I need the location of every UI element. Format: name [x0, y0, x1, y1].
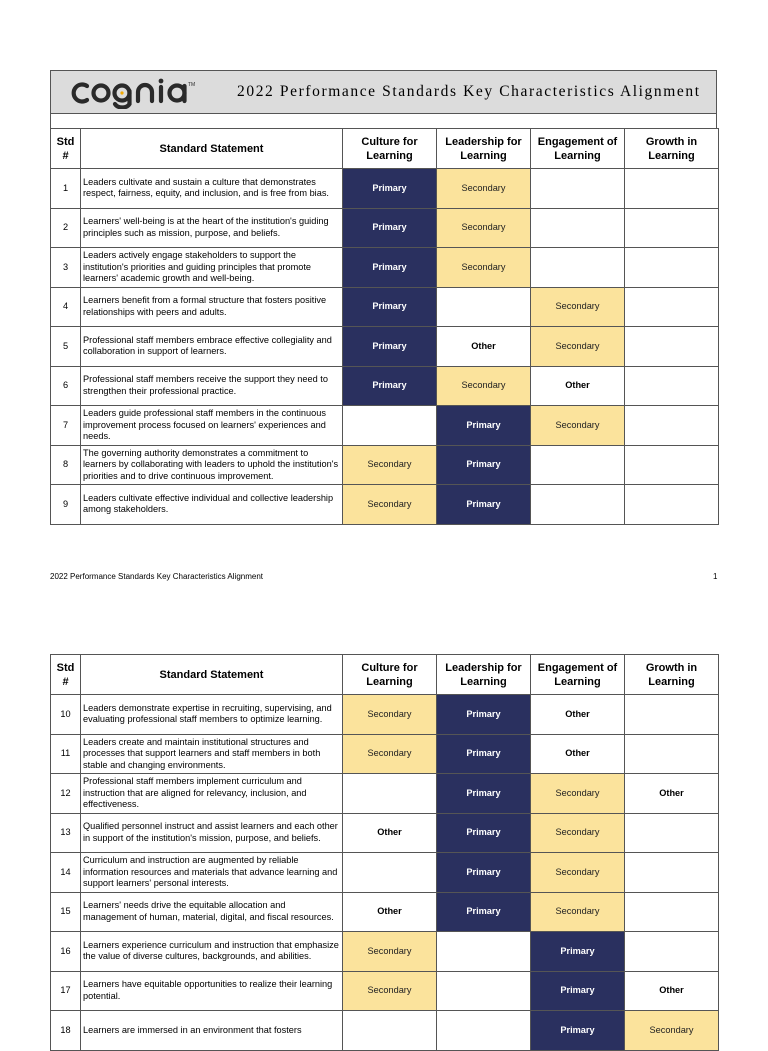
std-number: 3	[51, 248, 81, 288]
culture-cell	[343, 406, 437, 446]
engagement-cell: Other	[531, 695, 625, 735]
culture-cell: Secondary	[343, 734, 437, 774]
footer-title: 2022 Performance Standards Key Characteristics Alignment	[50, 572, 263, 581]
col-engagement: Engagement of Learning	[531, 129, 625, 169]
col-std-num: Std #	[51, 655, 81, 695]
culture-cell: Primary	[343, 366, 437, 406]
leadership-cell: Secondary	[437, 366, 531, 406]
table-row	[51, 485, 719, 525]
growth-cell	[625, 892, 719, 932]
col-growth: Growth in Learning	[625, 129, 719, 169]
standard-statement: Learners benefit from a formal structure that fosters positive relationships with peers and adults.	[81, 287, 343, 327]
engagement-cell: Other	[531, 366, 625, 406]
engagement-cell: Secondary	[531, 327, 625, 367]
col-growth: Growth in Learning	[625, 655, 719, 695]
growth-cell	[625, 485, 719, 525]
standard-statement: Professional staff members implement curriculum and instruction that are aligned for relevancy, inclusion, and effectiveness.	[81, 774, 343, 814]
engagement-cell: Secondary	[531, 813, 625, 853]
culture-cell: Primary	[343, 248, 437, 288]
standard-statement: Learners are immersed in an environment that fosters	[81, 1011, 343, 1051]
leadership-cell	[437, 1011, 531, 1051]
col-leadership: Leadership for Learning	[437, 655, 531, 695]
standard-statement: The governing authority demonstrates a commitment to learners by collaborating with leaders to uphold the institution's priorities and to drive continuous improvement.	[81, 445, 343, 485]
col-standard-statement: Standard Statement	[81, 129, 343, 169]
standard-statement: Curriculum and instruction are augmented by reliable information resources and materials that advance learning and support learners' personal interests.	[81, 853, 343, 893]
table-row	[51, 774, 719, 814]
col-std-num: Std #	[51, 129, 81, 169]
growth-cell	[625, 932, 719, 972]
engagement-cell	[531, 208, 625, 248]
table-row	[51, 445, 719, 485]
standard-statement: Professional staff members receive the support they need to strengthen their professional practice.	[81, 366, 343, 406]
std-number: 17	[51, 971, 81, 1011]
engagement-cell	[531, 248, 625, 288]
document-title: 2022 Performance Standards Key Characteristics Alignment	[237, 83, 701, 100]
standard-statement: Learners' needs drive the equitable allocation and management of human, material, digital, and fiscal resources.	[81, 892, 343, 932]
engagement-cell: Secondary	[531, 853, 625, 893]
leadership-cell: Primary	[437, 485, 531, 525]
culture-cell: Primary	[343, 208, 437, 248]
leadership-cell: Primary	[437, 406, 531, 446]
growth-cell	[625, 169, 719, 209]
growth-cell: Secondary	[625, 1011, 719, 1051]
table-header-row	[51, 655, 719, 695]
culture-cell	[343, 774, 437, 814]
document-header	[50, 70, 717, 114]
svg-text:TM: TM	[188, 82, 196, 88]
culture-cell: Secondary	[343, 485, 437, 525]
standard-statement: Leaders cultivate effective individual and collective leadership among stakeholders.	[81, 485, 343, 525]
standard-statement: Learners experience curriculum and instruction that emphasize the value of diverse cultures, backgrounds, and abilities.	[81, 932, 343, 972]
standard-statement: Learners have equitable opportunities to realize their learning potential.	[81, 971, 343, 1011]
table-row	[51, 169, 719, 209]
table-row	[51, 813, 719, 853]
leadership-cell: Secondary	[437, 248, 531, 288]
std-number: 4	[51, 287, 81, 327]
leadership-cell: Primary	[437, 774, 531, 814]
culture-cell: Primary	[343, 327, 437, 367]
table-row	[51, 932, 719, 972]
std-number: 18	[51, 1011, 81, 1051]
culture-cell: Primary	[343, 287, 437, 327]
growth-cell	[625, 287, 719, 327]
std-number: 14	[51, 853, 81, 893]
leadership-cell: Primary	[437, 853, 531, 893]
engagement-cell: Primary	[531, 1011, 625, 1051]
table-row	[51, 695, 719, 735]
leadership-cell: Primary	[437, 892, 531, 932]
leadership-cell: Secondary	[437, 169, 531, 209]
std-number: 11	[51, 734, 81, 774]
engagement-cell: Primary	[531, 932, 625, 972]
engagement-cell: Secondary	[531, 892, 625, 932]
growth-cell	[625, 734, 719, 774]
col-standard-statement: Standard Statement	[81, 655, 343, 695]
standard-statement: Leaders guide professional staff members in the continuous improvement process focused on learners' experiences and needs.	[81, 406, 343, 446]
table-row	[51, 1011, 719, 1051]
table-row	[51, 208, 719, 248]
col-engagement: Engagement of Learning	[531, 655, 625, 695]
table-row	[51, 853, 719, 893]
table-row	[51, 366, 719, 406]
engagement-cell: Secondary	[531, 406, 625, 446]
col-culture: Culture for Learning	[343, 129, 437, 169]
standard-statement: Professional staff members embrace effective collegiality and collaboration in support of learners.	[81, 327, 343, 367]
engagement-cell: Secondary	[531, 774, 625, 814]
spacer-row	[50, 114, 717, 128]
std-number: 16	[51, 932, 81, 972]
page-number: 1	[713, 572, 718, 581]
leadership-cell: Other	[437, 327, 531, 367]
standard-statement: Leaders actively engage stakeholders to support the institution's priorities and guiding principles that promote learners' academic growth and well-being.	[81, 248, 343, 288]
table-row	[51, 734, 719, 774]
leadership-cell: Secondary	[437, 208, 531, 248]
engagement-cell	[531, 169, 625, 209]
std-number: 5	[51, 327, 81, 367]
growth-cell	[625, 327, 719, 367]
standard-statement: Leaders cultivate and sustain a culture that demonstrates respect, fairness, equity, and inclusion, and is free from bias.	[81, 169, 343, 209]
standards-table-page-1	[50, 128, 719, 525]
engagement-cell: Secondary	[531, 287, 625, 327]
leadership-cell: Primary	[437, 445, 531, 485]
leadership-cell	[437, 287, 531, 327]
culture-cell: Secondary	[343, 932, 437, 972]
table-row	[51, 406, 719, 446]
leadership-cell	[437, 971, 531, 1011]
std-number: 7	[51, 406, 81, 446]
std-number: 12	[51, 774, 81, 814]
leadership-cell: Primary	[437, 695, 531, 735]
culture-cell: Secondary	[343, 695, 437, 735]
culture-cell	[343, 1011, 437, 1051]
std-number: 2	[51, 208, 81, 248]
table-row	[51, 248, 719, 288]
growth-cell	[625, 445, 719, 485]
std-number: 8	[51, 445, 81, 485]
culture-cell: Other	[343, 813, 437, 853]
growth-cell	[625, 695, 719, 735]
leadership-cell: Primary	[437, 734, 531, 774]
std-number: 6	[51, 366, 81, 406]
growth-cell	[625, 853, 719, 893]
growth-cell	[625, 406, 719, 446]
growth-cell	[625, 248, 719, 288]
standard-statement: Leaders demonstrate expertise in recruiting, supervising, and evaluating professional staff members to optimize learning.	[81, 695, 343, 735]
engagement-cell	[531, 485, 625, 525]
std-number: 13	[51, 813, 81, 853]
culture-cell: Other	[343, 892, 437, 932]
table-header-row	[51, 129, 719, 169]
table-row	[51, 892, 719, 932]
standards-table-page-2	[50, 654, 719, 1051]
leadership-cell: Primary	[437, 813, 531, 853]
engagement-cell: Primary	[531, 971, 625, 1011]
growth-cell	[625, 813, 719, 853]
std-number: 15	[51, 892, 81, 932]
col-culture: Culture for Learning	[343, 655, 437, 695]
engagement-cell	[531, 445, 625, 485]
culture-cell: Secondary	[343, 445, 437, 485]
growth-cell: Other	[625, 971, 719, 1011]
growth-cell	[625, 208, 719, 248]
culture-cell: Secondary	[343, 971, 437, 1011]
culture-cell	[343, 853, 437, 893]
standard-statement: Leaders create and maintain institutional structures and processes that support learners and staff members in both stable and changing environments.	[81, 734, 343, 774]
table-row	[51, 971, 719, 1011]
std-number: 9	[51, 485, 81, 525]
cognia-logo	[71, 77, 206, 109]
culture-cell: Primary	[343, 169, 437, 209]
standard-statement: Learners' well-being is at the heart of the institution's guiding principles such as mission, purpose, and beliefs.	[81, 208, 343, 248]
growth-cell	[625, 366, 719, 406]
col-leadership: Leadership for Learning	[437, 129, 531, 169]
leadership-cell	[437, 932, 531, 972]
std-number: 1	[51, 169, 81, 209]
growth-cell: Other	[625, 774, 719, 814]
table-row	[51, 287, 719, 327]
engagement-cell: Other	[531, 734, 625, 774]
standard-statement: Qualified personnel instruct and assist learners and each other in support of the institution's mission, purpose, and beliefs.	[81, 813, 343, 853]
table-row	[51, 327, 719, 367]
std-number: 10	[51, 695, 81, 735]
